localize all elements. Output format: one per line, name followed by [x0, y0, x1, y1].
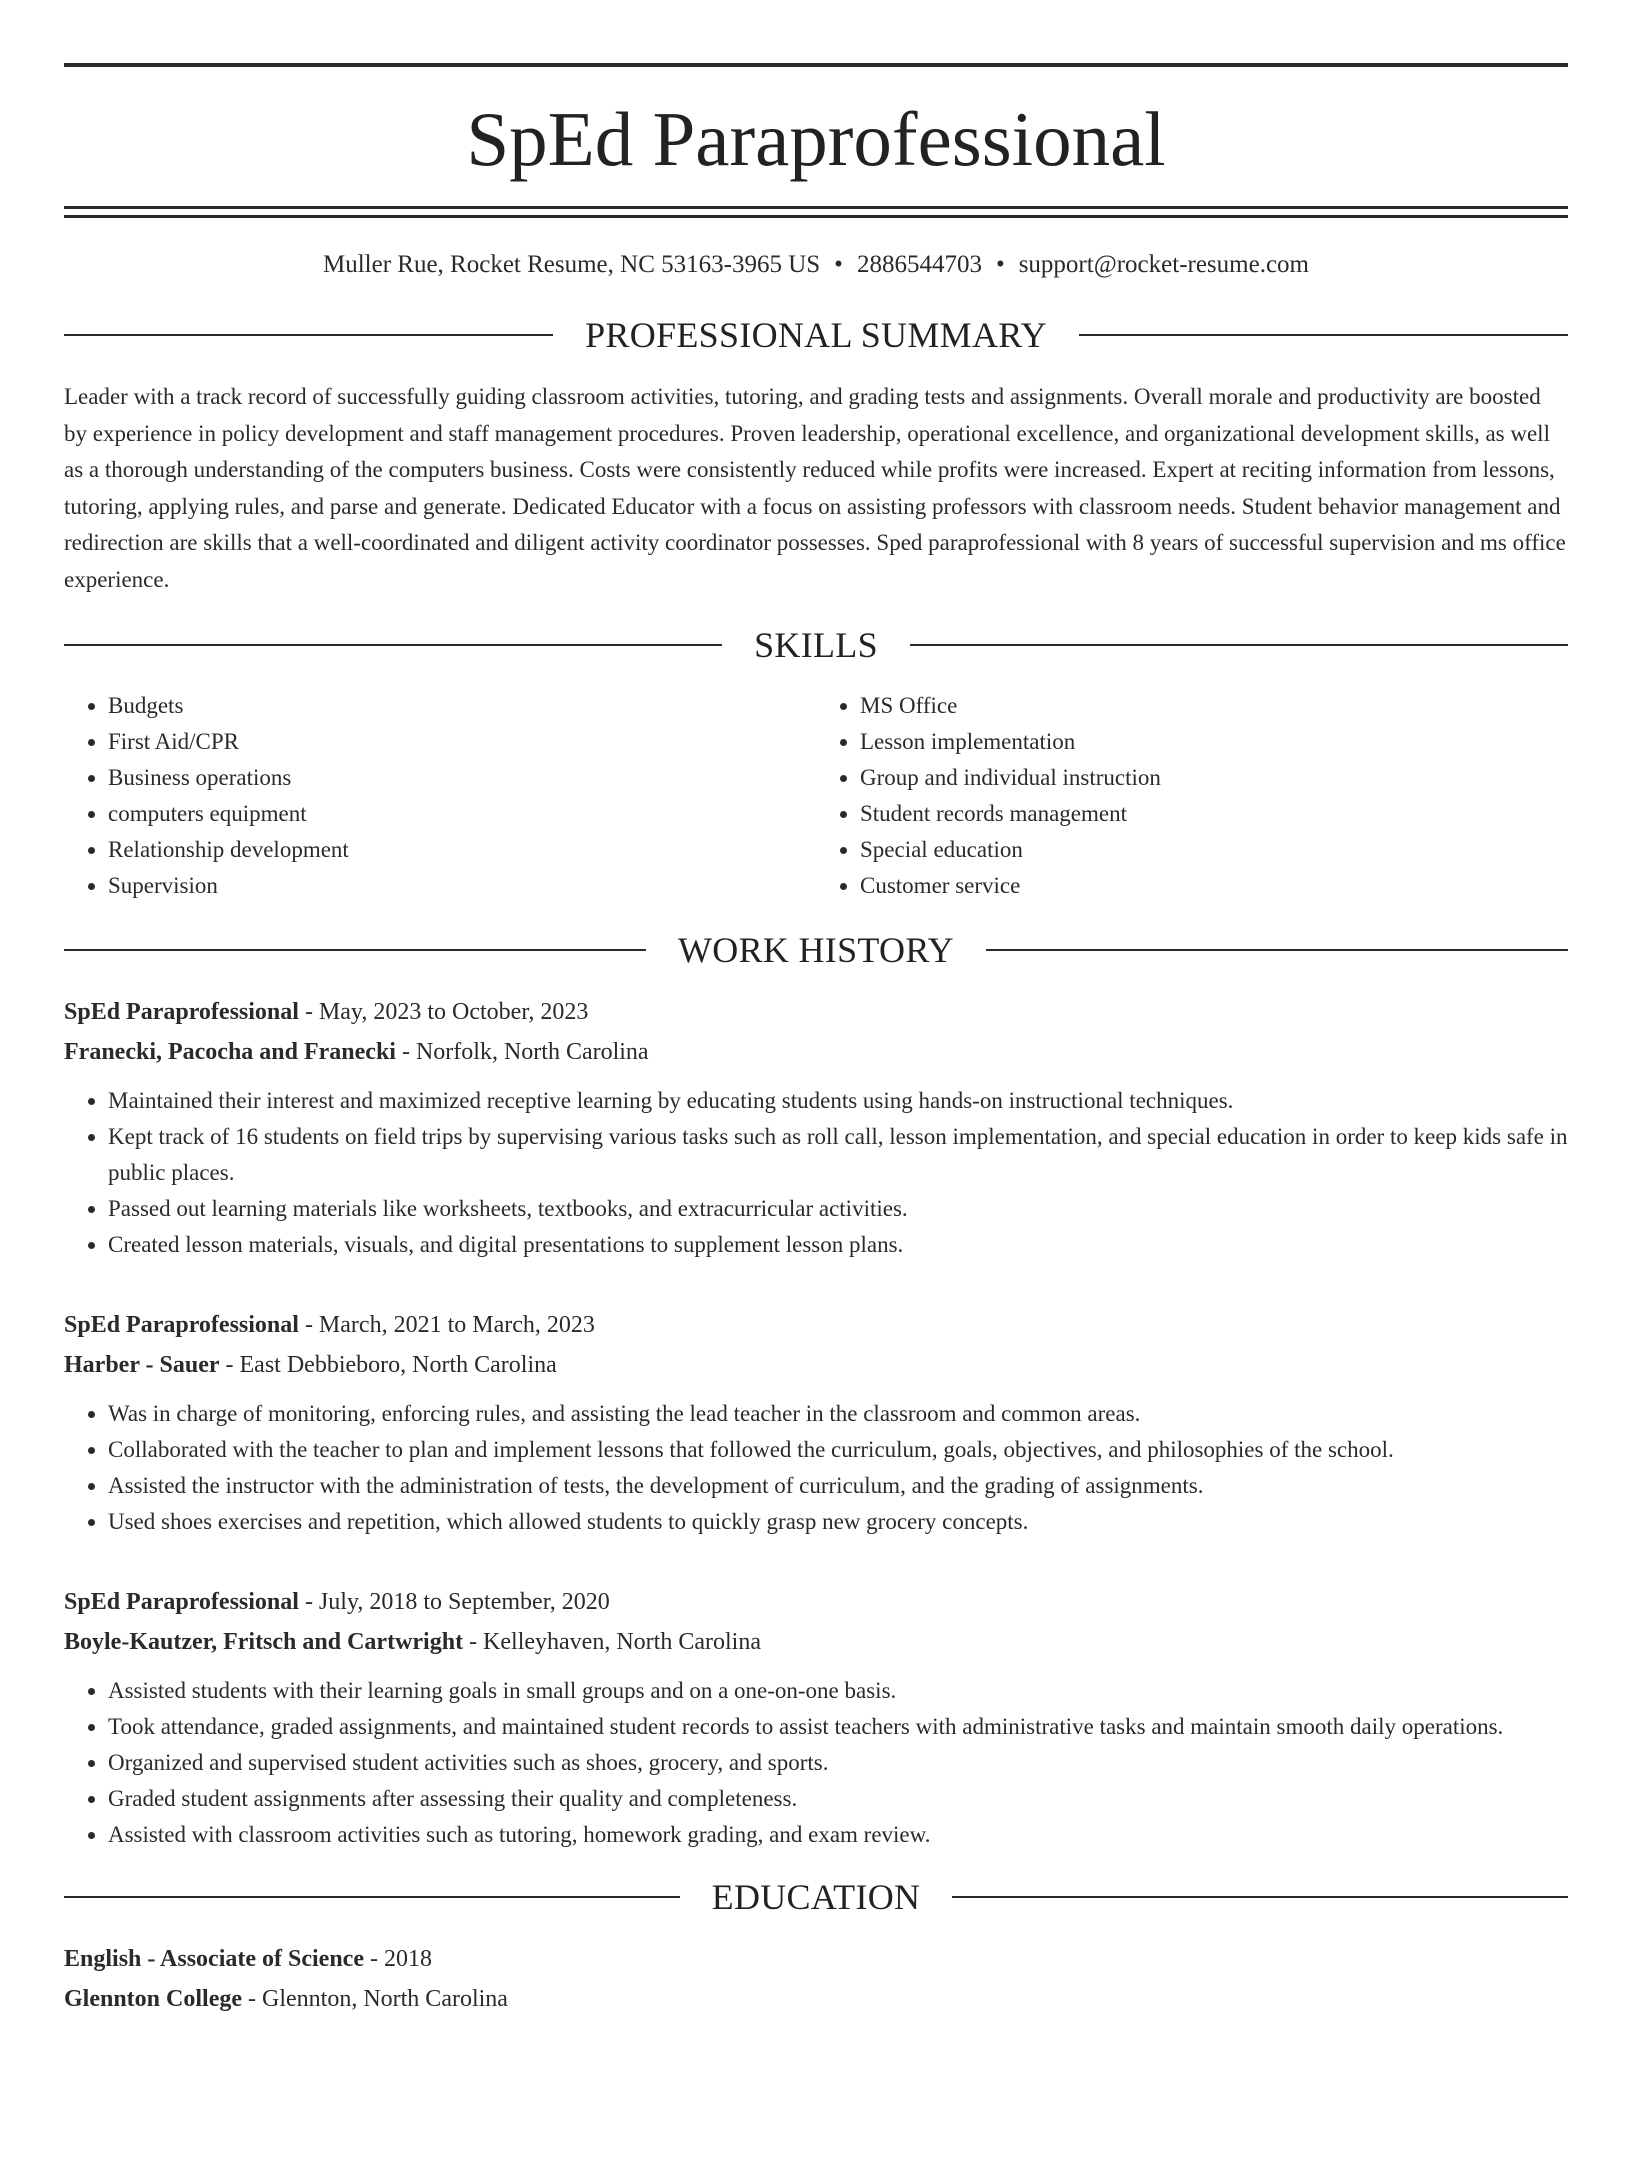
section-rule [64, 1896, 680, 1898]
education-school: Glennton College [64, 1985, 242, 2012]
skill-item: • Budgets [108, 688, 816, 724]
candidate-name: SpEd Paraprofessional [466, 96, 1166, 182]
job-bullets [64, 1673, 1568, 1853]
job-title-line [64, 1582, 1568, 1622]
job-role: SpEd Paraprofessional [64, 1588, 299, 1615]
job-dates: - July, 2018 to September, 2020 [298, 1588, 610, 1615]
contact-phone: 2886544703 [856, 251, 982, 278]
section-rule [64, 334, 553, 336]
skill-item: • Business operations [108, 760, 816, 796]
section-title: WORK HISTORY [678, 929, 954, 970]
resume-page [0, 63, 1632, 2175]
skill-item: • Student records management [860, 796, 1568, 832]
skill-item: • computers equipment [108, 796, 816, 832]
job-bullet: • Kept track of 16 students on field trips by supervising various tasks such as roll call, lesson implementation, and special education in order to keep kids safe in public places. [108, 1119, 1568, 1191]
summary-text: Leader with a track record of successfully guiding classroom activities, tutoring, and grading tests and assignments. Overall morale and productivity are boosted by experience in policy development and staff management procedures. Proven leadership, operational excellence, and organizational development skills, as well as a thorough understanding of the computers business. Costs were consistently reduced while profits were increased. Expert at reciting information from lessons, tutoring, applying rules, and parse and generate. Dedicated Educator with a focus on assisting professors with classroom needs. Student behavior management and redirection are skills that a well-coordinated and diligent activity coordinator possesses. Sped paraprofessional with 8 years of successful supervision and ms office experience. [64, 384, 1566, 592]
job-company-line [64, 1622, 1568, 1662]
contact-address: Muller Rue, Rocket Resume, NC 53163-3965 US [322, 251, 821, 278]
contact-separator: • [834, 251, 843, 278]
job-bullets [64, 1396, 1568, 1540]
job-company: Harber - Sauer [64, 1351, 220, 1378]
section-header-skills [64, 624, 1568, 665]
education-location: - Glennton, North Carolina [242, 1985, 508, 2012]
skill-item: • Customer service [860, 868, 1568, 904]
contact-separator: • [995, 251, 1005, 278]
section-header-work [64, 929, 1568, 970]
skill-item: • MS Office [860, 688, 1568, 724]
job-bullet: • Used shoes exercises and repetition, which allowed students to quickly grasp new grocery concepts. [108, 1504, 1568, 1540]
skill-item: • Relationship development [108, 832, 816, 868]
skill-item: • Lesson implementation [860, 724, 1568, 760]
job-bullets [64, 1083, 1568, 1263]
job-bullet: • Was in charge of monitoring, enforcing rules, and assisting the lead teacher in the classroom and common areas. [108, 1396, 1568, 1432]
job-location: - East Debbieboro, North Carolina [219, 1351, 557, 1378]
job-bullet: • Maintained their interest and maximized receptive learning by educating students using hands-on instructional techniques. [108, 1083, 1568, 1119]
job-company-line [64, 1345, 1568, 1385]
job-company: Boyle-Kautzer, Fritsch and Cartwright [64, 1628, 464, 1655]
section-rule [910, 644, 1568, 646]
contact-line [64, 252, 1568, 277]
job-bullet: • Created lesson materials, visuals, and digital presentations to supplement lesson plans. [108, 1227, 1568, 1263]
job-bullet: • Graded student assignments after assessing their quality and completeness. [108, 1781, 1568, 1817]
education-degree-line [64, 1939, 1568, 1979]
section-rule [986, 949, 1568, 951]
section-title: EDUCATION [711, 1876, 921, 1917]
top-divider [64, 63, 1568, 67]
skills-column-left [64, 688, 816, 904]
job-location: - Norfolk, North Carolina [395, 1038, 649, 1065]
job-company-line [64, 1032, 1568, 1072]
skill-item: • Special education [860, 832, 1568, 868]
job-dates: - March, 2021 to March, 2023 [298, 1311, 595, 1338]
section-title: SKILLS [754, 624, 878, 665]
section-rule [952, 1896, 1568, 1898]
job-title-line [64, 1305, 1568, 1345]
education-year: - 2018 [364, 1945, 432, 1972]
job-location: - Kelleyhaven, North Carolina [463, 1628, 761, 1655]
skills-list [64, 688, 1568, 904]
job-bullet: • Assisted the instructor with the administration of tests, the development of curriculum, and the grading of assignments. [108, 1468, 1568, 1504]
education-degree: English - Associate of Science [64, 1945, 364, 1972]
job-title-line [64, 992, 1568, 1032]
section-title: PROFESSIONAL SUMMARY [585, 315, 1047, 355]
header-double-divider [64, 206, 1568, 218]
job-bullet: • Took attendance, graded assignments, and maintained student records to assist teachers with administrative tasks and maintain smooth daily operations. [108, 1709, 1568, 1745]
section-header-education [64, 1876, 1568, 1917]
job-company: Franecki, Pacocha and Franecki [64, 1038, 396, 1065]
section-rule [64, 949, 646, 951]
job-bullet: • Assisted with classroom activities such as tutoring, homework grading, and exam review. [108, 1817, 1568, 1853]
skill-item: • Supervision [108, 868, 816, 904]
education-school-line [64, 1979, 1568, 2019]
job-dates: - May, 2023 to October, 2023 [298, 998, 589, 1025]
contact-email: support@rocket-resume.com [1018, 251, 1309, 278]
job-bullet: • Collaborated with the teacher to plan and implement lessons that followed the curriculum, goals, objectives, and philosophies of the school. [108, 1432, 1568, 1468]
skills-column-right [816, 688, 1568, 904]
job-bullet: • Organized and supervised student activities such as shoes, grocery, and sports. [108, 1745, 1568, 1781]
section-header-summary [64, 317, 1568, 353]
skill-item: • Group and individual instruction [860, 760, 1568, 796]
job-bullet: • Passed out learning materials like worksheets, textbooks, and extracurricular activities. [108, 1191, 1568, 1227]
job-bullet: • Assisted students with their learning goals in small groups and on a one-on-one basis. [108, 1673, 1568, 1709]
section-rule [1079, 334, 1568, 336]
job-role: SpEd Paraprofessional [64, 1311, 299, 1338]
skill-item: • First Aid/CPR [108, 724, 816, 760]
job-role: SpEd Paraprofessional [64, 998, 299, 1025]
section-rule [64, 644, 722, 646]
